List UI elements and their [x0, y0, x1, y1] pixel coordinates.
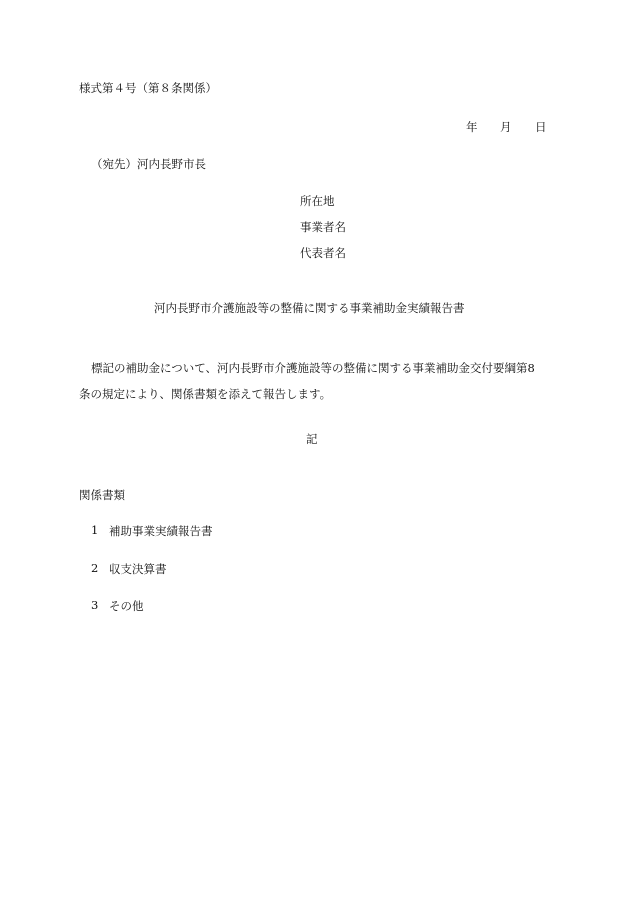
representative-label: 代表者名 [300, 246, 346, 260]
documents-heading: 関係書類 [79, 488, 125, 502]
ki-heading: 記 [306, 432, 318, 446]
addressee: （宛先）河内長野市長 [91, 157, 206, 171]
address-label: 所在地 [300, 194, 335, 208]
document-item-label: 収支決算書 [109, 562, 167, 576]
document-item-label: その他 [109, 599, 144, 613]
document-item-label: 補助事業実績報告書 [109, 524, 213, 538]
business-name-label: 事業者名 [300, 220, 346, 234]
document-item-number: 2 [91, 561, 99, 575]
document-title: 河内長野市介護施設等の整備に関する事業補助金実績報告書 [154, 301, 465, 315]
body-text-line-1: 標記の補助金について、河内長野市介護施設等の整備に関する事業補助金交付要綱第8 [91, 361, 535, 375]
body-text-line-2: 条の規定により、関係書類を添えて報告します。 [79, 387, 332, 401]
date-year: 年 [466, 120, 478, 134]
document-item-number: 1 [91, 523, 99, 537]
form-number: 様式第４号（第８条関係） [79, 81, 217, 95]
date-month: 月 [500, 120, 512, 134]
date-day: 日 [535, 120, 547, 134]
document-item-number: 3 [91, 598, 99, 612]
